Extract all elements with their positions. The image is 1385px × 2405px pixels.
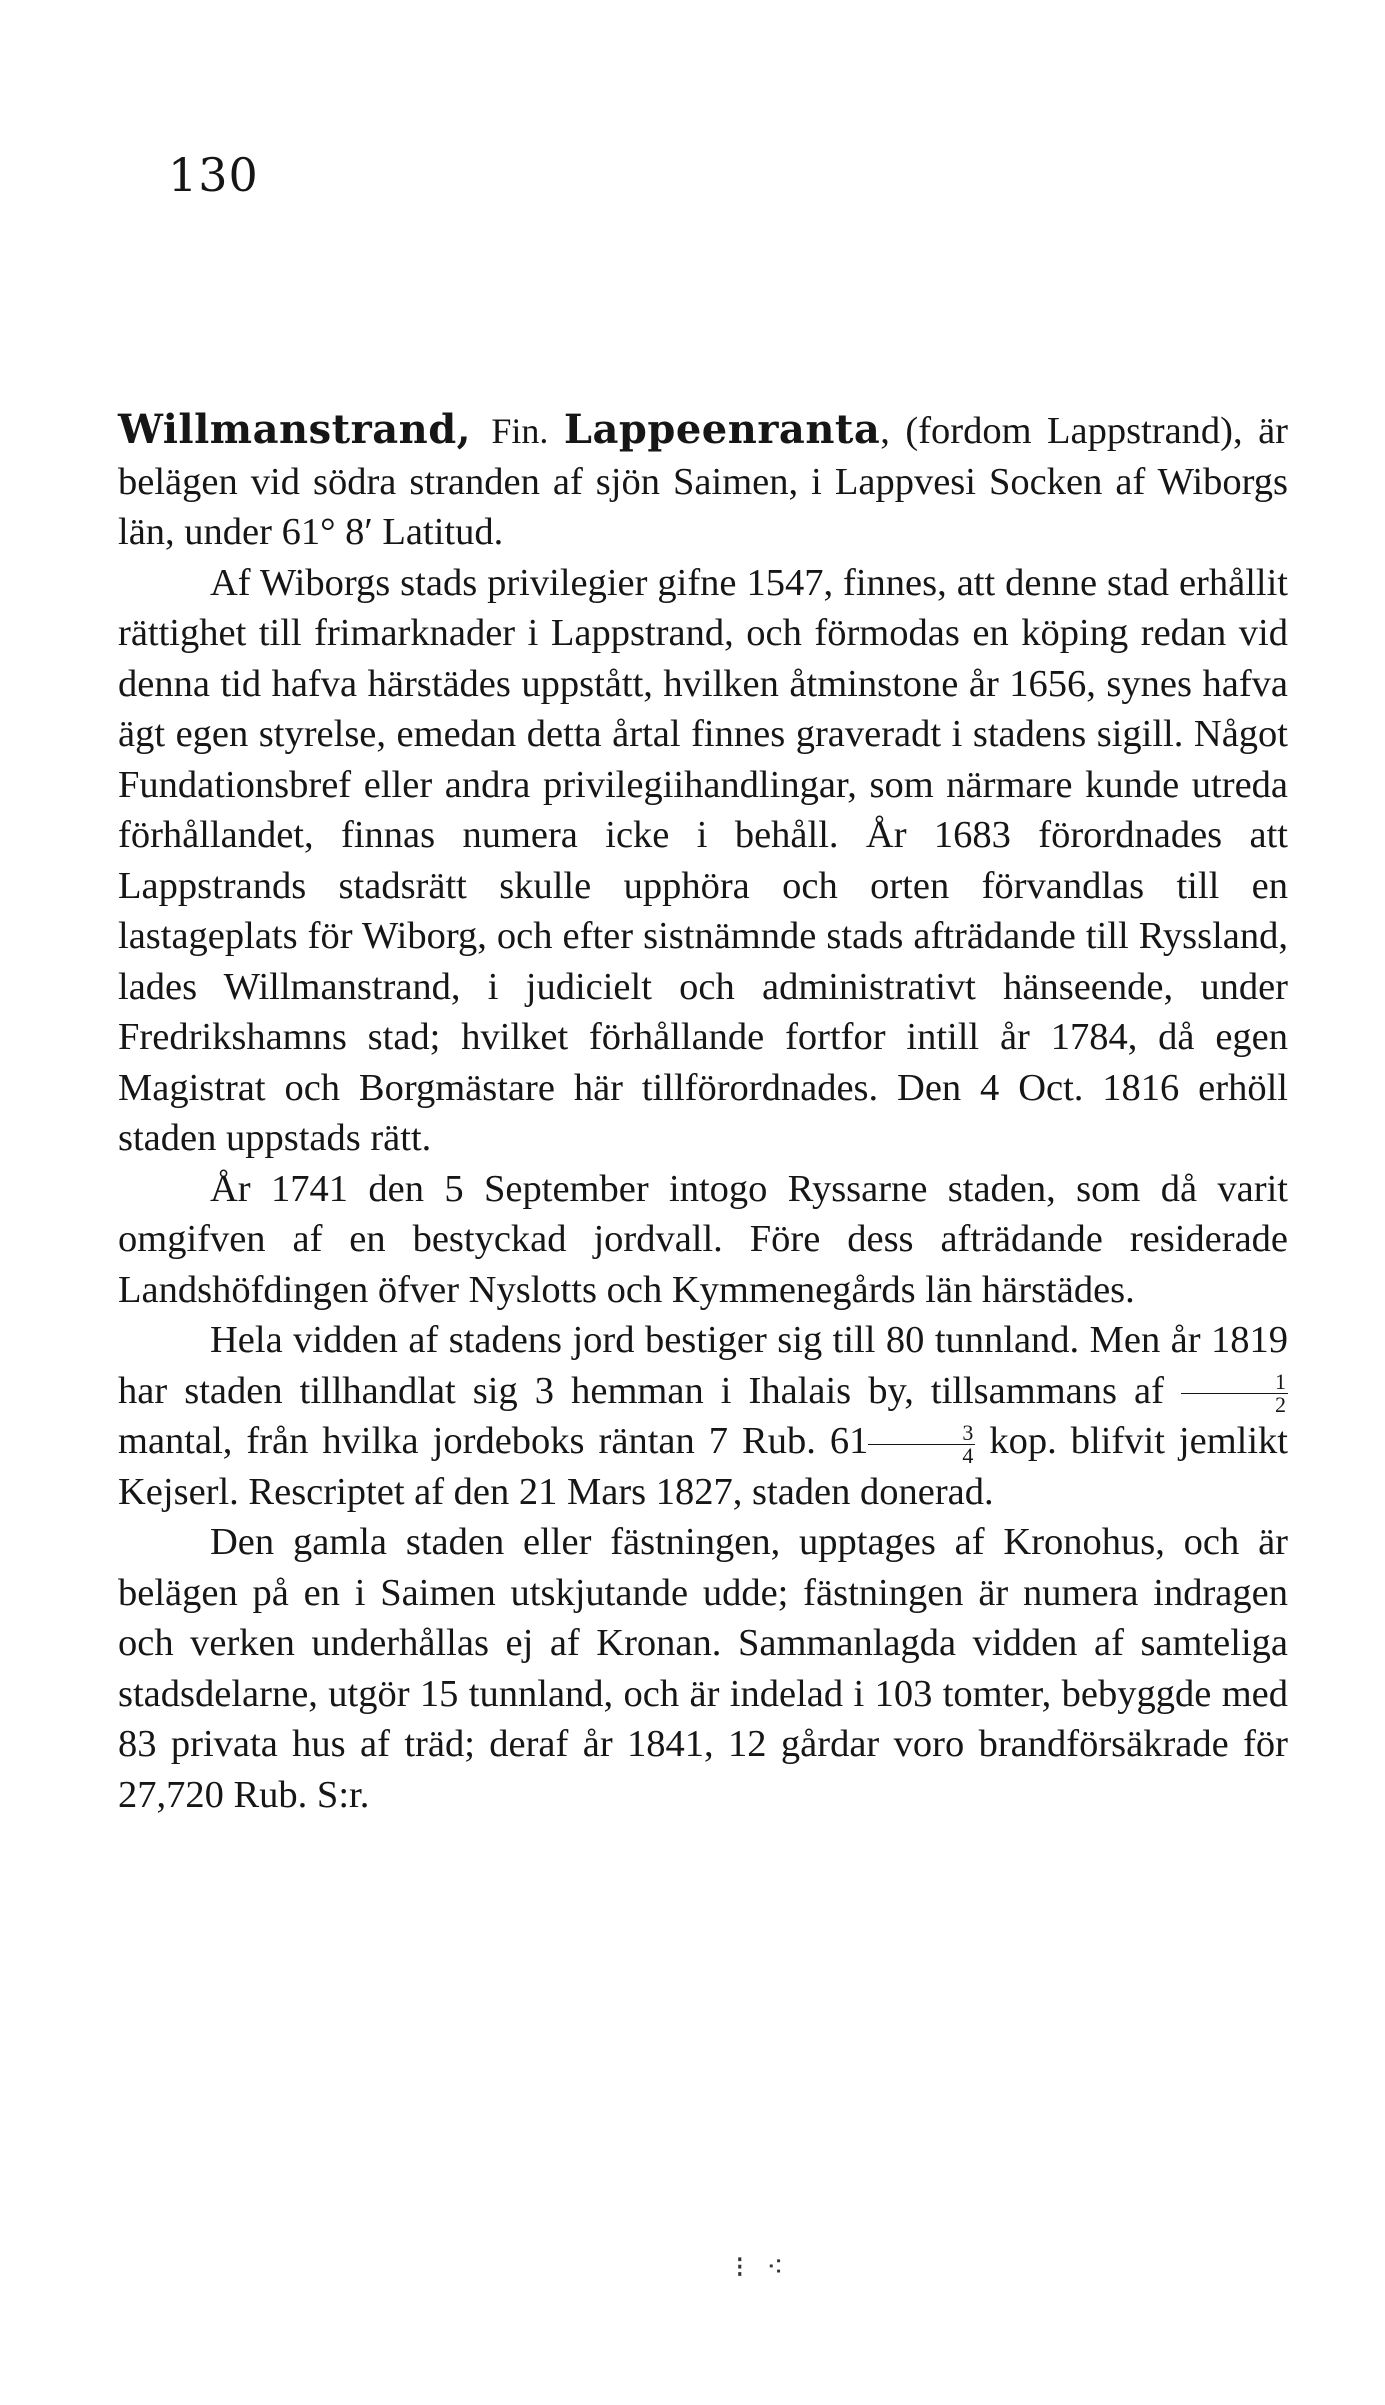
land-text-middle: mantal, från hvilka jordeboks räntan 7 Rub. 61 (118, 1420, 869, 1463)
fraction-three-quarters-numerator: 3 (868, 1422, 975, 1445)
fraction-three-quarters-denominator: 4 (962, 1442, 974, 1468)
paragraph-siege: År 1741 den 5 September intogo Ryssarne staden, som då varit omgifven af en bestyckad jordvall. Före dess afträdande residerade Landshöfdingen öfver Nyslotts och Kymmenegårds län härstädes. (118, 1167, 1288, 1311)
intro-text: , (fordom Lappstrand), är belägen vid södra stranden af sjön Saimen, i Lappvesi Socken af Wiborgs län, under 61° 8′ Latitud. (118, 410, 1288, 553)
paragraph-land (118, 1315, 1288, 1517)
fraction-half (1181, 1371, 1288, 1416)
fraction-three-quarters (868, 1419, 975, 1468)
land-text-start: Hela vidden af stadens jord bestiger sig till 80 tunnland. Men år 1819 har staden tillhandlat sig 3 hemman i Ihalais by, tillsammans af (118, 1319, 1288, 1412)
land-text-end: kop. blifvit jemlikt Kejserl. Rescriptet af den 21 Mars 1827, staden donerad. (118, 1420, 1288, 1513)
paragraph-history: Af Wiborgs stads privilegier gifne 1547, finnes, att denne stad erhållit rättighet till frimarknader i Lappstrand, och förmodas en köping redan vid denna tid hafva härstädes uppstått, hvilken åtminstone år 1656, synes hafva ägt egen styrelse, emedan detta årtal finnes graveradt i stadens sigill. Något Fundationsbref eller andra privilegiihandlingar, som närmare kunde utreda förhållandet, finnas numera icke i behåll. År 1683 förordnades att Lappstrands stadsrätt skulle upphöra och orten förvandlas till en lastageplats för Wiborg, och efter sistnämnde stads afträdande till Ryssland, lades Willmanstrand, i judicielt och administrativt hänseende, under Fredrikshamns stad; hvilket förhållande fortfor intill år 1784, då egen Magistrat och Borgmästare här tillförordnades. Den 4 Oct. 1816 erhöll staden uppstads rätt. (118, 561, 1288, 1159)
heading-finnish-name: Lappeenranta (563, 406, 881, 453)
article-body (118, 405, 1288, 1820)
paragraph-intro (118, 405, 1288, 558)
fraction-half-numerator: 1 (1181, 1371, 1288, 1394)
fraction-half-denominator: 2 (1275, 1392, 1286, 1418)
page-number: 130 (168, 148, 259, 202)
paragraph-fortress: Den gamla staden eller fästningen, upptages af Kronohus, och är belägen på en i Saimen utskjutande udde; fästningen är numera indragen och verken underhållas ej af Kronan. Sammanlagda vidden af samteliga stadsdelarne, utgör 15 tunnland, och är indelad i 103 tomter, bebyggde med 83 privata hus af träd; deraf år 1841, 12 gårdar voro brandförsäkrade för 27,720 Rub. S:r. (118, 1521, 1288, 1816)
heading-fin-label: Fin. (491, 411, 549, 451)
heading-swedish-name: Willmanstrand (118, 406, 457, 453)
end-ornament: ⁝ ⁖ (735, 2250, 790, 2285)
heading-separator: , (456, 406, 492, 453)
